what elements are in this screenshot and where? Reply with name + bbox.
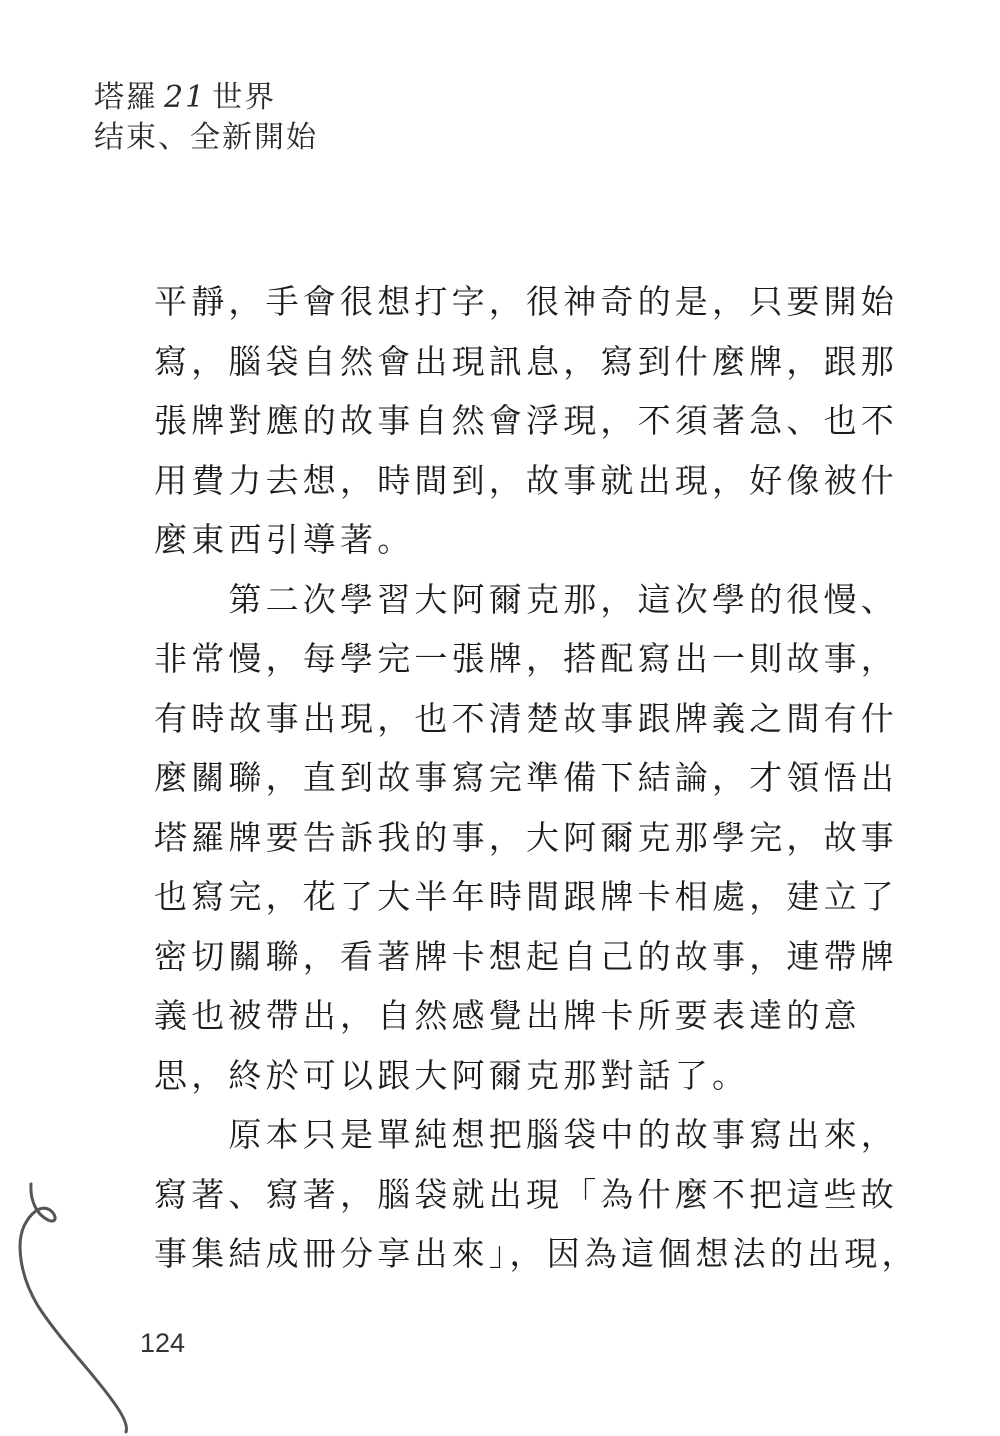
chapter-header: [94, 78, 318, 158]
decorative-swirl-line: [0, 1180, 160, 1436]
text-line: 有時故事出現，也不清楚故事跟牌義之間有什: [154, 698, 898, 738]
text-line: 用費力去想，時間到，故事就出現，好像被什: [154, 460, 898, 500]
chapter-title: [94, 78, 318, 118]
text-line: 義也被帶出，自然感覺出牌卡所要表達的意: [154, 996, 861, 1035]
text-line: 密切關聯，看著牌卡想起自己的故事，連帶牌: [154, 936, 898, 976]
card-number: 21: [164, 80, 207, 115]
text-line: 麼關聯，直到故事寫完準備下結論，才領悟出: [154, 758, 898, 797]
text-line: 事集結成冊分享出來」，因為這個想法的出現，: [154, 1234, 919, 1273]
body-text: [154, 272, 919, 1284]
text-line: 寫著、寫著，腦袋就出現「為什麼不把這些故: [154, 1174, 898, 1214]
text-line: 也寫完，花了大半年時間跟牌卡相處，建立了: [154, 877, 898, 916]
text-line: 塔羅牌要告訴我的事，大阿爾克那學完，故事: [154, 817, 898, 857]
text-line: 張牌對應的故事自然會浮現，不須著急、也不: [154, 401, 898, 440]
chapter-title-prefix: 塔羅: [94, 80, 158, 115]
page-number: 124: [140, 1328, 186, 1358]
text-line: 非常慢，每學完一張牌，搭配寫出一則故事，: [154, 639, 898, 678]
text-line: 寫，腦袋自然會出現訊息，寫到什麼牌，跟那: [154, 341, 898, 381]
chapter-subtitle: 结束、全新開始: [94, 120, 318, 155]
text-line: 原本只是單純想把腦袋中的故事寫出來，: [154, 1115, 898, 1154]
text-line: 思，終於可以跟大阿爾克那對話了。: [154, 1055, 750, 1095]
text-line: 麼東西引導著。: [154, 520, 415, 559]
text-line: 平靜，手會很想打字，很神奇的是，只要開始: [154, 282, 898, 321]
text-line: 第二次學習大阿爾克那，這次學的很慢、: [154, 579, 898, 619]
card-name: 世界: [212, 80, 277, 115]
